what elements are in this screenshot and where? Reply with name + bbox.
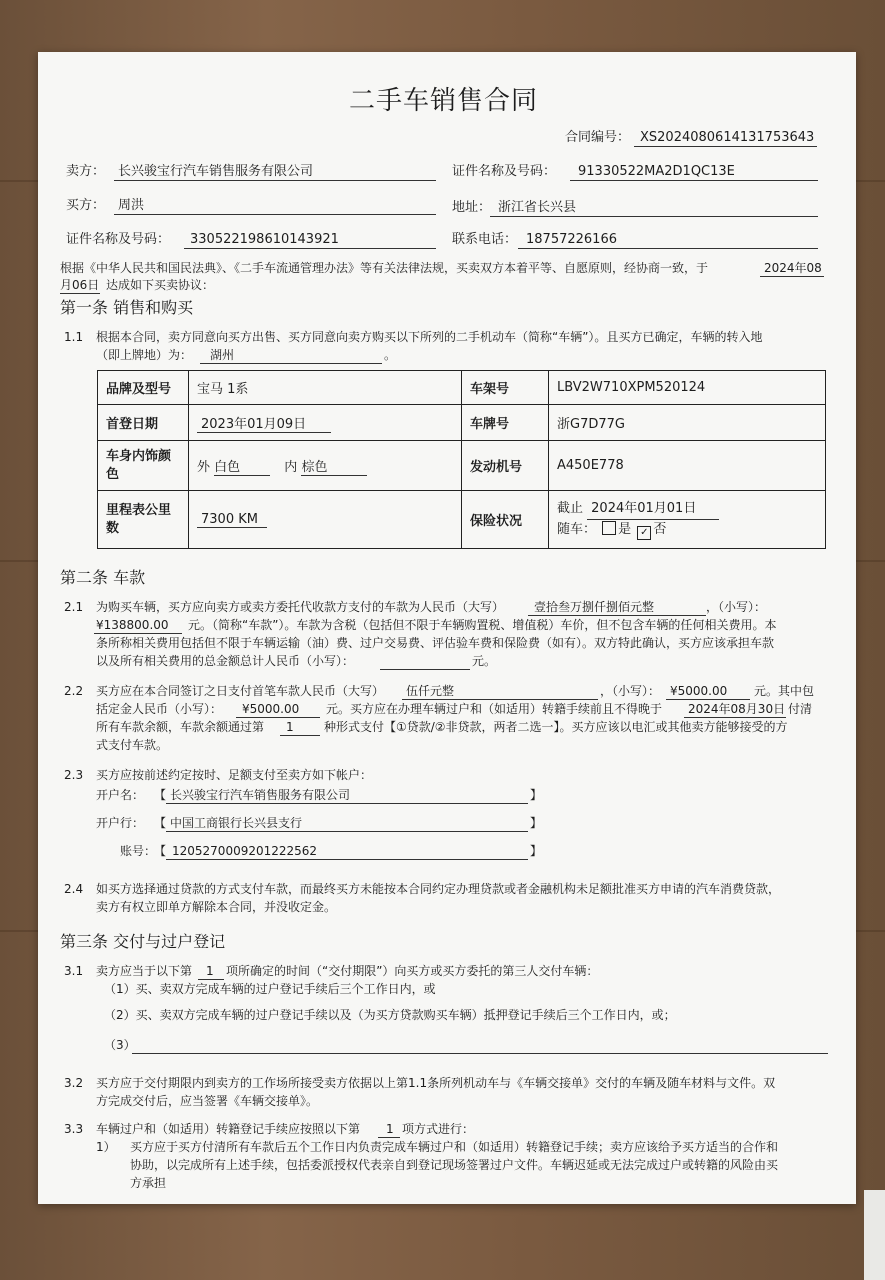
buyer-label: 买方： xyxy=(66,198,106,213)
buyer-underline xyxy=(114,214,436,215)
clause-3-3-1-number: 1） xyxy=(96,1140,116,1154)
payment-option: 1 xyxy=(286,720,294,734)
intro-date-underline1 xyxy=(760,276,824,277)
color-label: 车身内饰颜色 xyxy=(98,441,189,491)
transfer-city-underline xyxy=(200,363,382,364)
clause-3-2-a: 买方应于交付期限内到卖方的工作场所接受卖方依据以上第1.1条所列机动车与《车辆交接单》交付的车辆及随车材料与文件。双 xyxy=(96,1076,776,1090)
clause-2-2-c: 元。其中包 xyxy=(754,684,815,698)
buyer-phone-underline xyxy=(518,248,818,249)
ext-color-value: 白色 xyxy=(214,456,270,476)
seller-name: 长兴骏宝行汽车销售服务有限公司 xyxy=(118,164,314,179)
down-payment-words: 伍仟元整 xyxy=(406,684,455,698)
clause-3-3-1-b: 协助，以完成所有上述手续，包括委派授权代表亲自到登记现场签署过户文件。车辆迟延或无法完成过户或转籍的风险由买 xyxy=(130,1158,779,1172)
reg-date-cell xyxy=(189,405,462,441)
car-price-words: 壹拾叁万捌仟捌佰元整 xyxy=(534,600,655,614)
clause-2-3-number: 2.3 xyxy=(64,768,84,782)
seller-id-value: 91330522MA2D1QC13E xyxy=(578,164,735,179)
intro-text: 根据《中华人民共和国民法典》、《二手车流通管理办法》等有关法律法规，买卖双方本着平等、自愿原则，经协商一致，于 xyxy=(60,261,709,275)
insurance-prefix: 截止 xyxy=(557,501,584,516)
article-3-title: 第三条 交付与过户登记 xyxy=(60,932,226,951)
clause-2-3-text: 买方应按前述约定按时、足额支付至卖方如下帐户： xyxy=(96,768,373,782)
contract-page xyxy=(38,52,856,1204)
engine-label: 发动机号 xyxy=(462,441,549,491)
clause-3-3-1-a: 买方应于买方付清所有车款后五个工作日内负责完成车辆过户和（如适用）转籍登记手续；卖方应该给予买方适当的合作和 xyxy=(130,1140,779,1154)
bank-lbracket: 【 xyxy=(154,816,167,830)
bank-label: 开户行： xyxy=(96,816,145,830)
clause-1-1-number: 1.1 xyxy=(64,330,84,344)
clause-3-1-number: 3.1 xyxy=(64,964,84,978)
article-2-title: 第二条 车款 xyxy=(60,568,146,587)
vin-label: 车架号 xyxy=(462,371,549,405)
clause-1-1-text2: （即上牌地）为： xyxy=(96,348,193,362)
intro-date-underline2 xyxy=(60,293,100,294)
buyer-phone-label: 联系电话： xyxy=(452,232,518,247)
clause-2-2-h: 种形式支付【①贷款/②非贷款，两者二选一】。买方应该以电汇或其他卖方能够接受的方 xyxy=(324,720,788,734)
contract-no-value: XS2024080614131753643 xyxy=(640,130,815,145)
buyer-address-underline xyxy=(490,216,818,217)
seller-label: 卖方： xyxy=(66,164,106,179)
reg-date-label: 首登日期 xyxy=(98,405,189,441)
no-label: 否 xyxy=(653,522,667,537)
vehicle-info-table xyxy=(97,370,826,549)
clause-2-1-d: 条所称相关费用包括但不限于车辆运输（油）费、过户交易费、评估验车费和保险费（如有）。双方特此确认，买方应该承担车款 xyxy=(96,636,775,650)
reg-date-value: 2023年01月09日 xyxy=(197,413,331,433)
clause-3-2-b: 方完成交付后，应当签署《车辆交接单》。 xyxy=(96,1094,319,1108)
brand-value: 宝马 1系 xyxy=(189,371,462,405)
clause-1-1-end: 。 xyxy=(384,348,397,362)
delivery-option-1: （1）买、卖双方完成车辆的过户登记手续后三个工作日内，或 xyxy=(104,982,436,996)
buyer-address-value: 浙江省长兴县 xyxy=(498,200,577,215)
article-1-title: 第一条 销售和购买 xyxy=(60,298,194,317)
account-name-rbracket: 】 xyxy=(530,788,543,802)
transfer-option: 1 xyxy=(386,1122,394,1136)
mileage-cell xyxy=(189,491,462,549)
seller-underline xyxy=(114,180,436,181)
car-price-figures: ¥138800.00 xyxy=(96,618,169,632)
insurance-cell xyxy=(549,491,826,549)
clause-2-4-b: 卖方有权立即单方解除本合同，并没收定金。 xyxy=(96,900,337,914)
ext-color-prefix: 外 xyxy=(197,459,211,475)
clause-2-2-i: 式支付车款。 xyxy=(96,738,169,752)
clause-2-1-number: 2.1 xyxy=(64,600,84,614)
buyer-id-underline xyxy=(184,248,436,249)
account-no-underline xyxy=(166,859,528,860)
adjacent-page-edge xyxy=(864,1190,885,1280)
payment-option-underline xyxy=(280,735,320,736)
color-cell xyxy=(189,441,462,491)
bank-rbracket: 】 xyxy=(530,816,543,830)
clause-2-1-b: ，（小写）： xyxy=(706,600,767,614)
intro-date-part2: 月06日 xyxy=(60,278,100,292)
vin-value: LBV2W710XPM520124 xyxy=(549,371,826,405)
clause-2-1-a: 为购买车辆，买方应向卖方或卖方委托代收款方支付的车款为人民币（大写） xyxy=(96,600,505,614)
clause-3-1-b: 项所确定的时间（“交付期限”）向买方或买方委托的第三人交付车辆： xyxy=(226,964,599,978)
clause-2-2-number: 2.2 xyxy=(64,684,84,698)
brand-label: 品牌及型号 xyxy=(98,371,189,405)
mileage-value: 7300 KM xyxy=(197,512,267,528)
buyer-phone-value: 18757226166 xyxy=(526,232,617,247)
clause-3-3-a: 车辆过户和（如适用）转籍登记手续应按照以下第 xyxy=(96,1122,361,1136)
yes-label: 是 xyxy=(618,522,632,537)
insurance-follow-label: 随车： xyxy=(557,522,597,537)
clause-2-2-a: 买方应在本合同签订之日支付首笔车款人民币（大写） xyxy=(96,684,385,698)
account-no-rbracket: 】 xyxy=(530,844,543,858)
clause-1-1-text: 根据本合同，卖方同意向买方出售、买方同意向卖方购买以下所列的二手机动车（简称“车辆”）。且买方已确定，车辆的转入地 xyxy=(96,330,763,344)
mileage-label: 里程表公里数 xyxy=(98,491,189,549)
clause-2-4-number: 2.4 xyxy=(64,882,84,896)
balance-due-date: 2024年08月30日 xyxy=(688,702,786,716)
delivery-option-3: （3） xyxy=(104,1038,136,1052)
clause-2-4-a: 如买方选择通过贷款的方式支付车款，而最终买方未能按本合同约定办理贷款或者金融机构未足额批准买方申请的汽车消费贷款， xyxy=(96,882,781,896)
clause-3-2-number: 3.2 xyxy=(64,1076,84,1090)
buyer-name: 周洪 xyxy=(118,198,145,213)
clause-2-2-d: 括定金人民币（小写）： xyxy=(96,702,223,716)
insurance-label: 保险状况 xyxy=(462,491,549,549)
buyer-id-label: 证件名称及号码： xyxy=(66,232,171,247)
yes-checkbox[interactable] xyxy=(602,521,616,535)
delivery-option-3-blank xyxy=(132,1053,828,1054)
int-color-prefix: 内 xyxy=(284,459,298,475)
delivery-option-2: （2）买、卖双方完成车辆的过户登记手续以及（为买方贷款购买车辆）抵押登记手续后三个工作日内，或； xyxy=(104,1008,676,1022)
intro-date-part1: 2024年08 xyxy=(764,261,822,275)
engine-value: A450E778 xyxy=(549,441,826,491)
account-name-underline xyxy=(166,803,528,804)
account-no-value: 1205270009201222562 xyxy=(172,844,318,858)
bank-underline xyxy=(166,831,528,832)
no-checkbox-checked[interactable]: ✓ xyxy=(637,526,651,540)
account-no-lbracket: 【 xyxy=(154,844,167,858)
intro-after: 达成如下买卖协议： xyxy=(106,278,215,292)
clause-2-2-b: ，（小写）： xyxy=(600,684,661,698)
clause-2-1-e: 以及所有相关费用的总金额总计人民币（小写）： xyxy=(96,654,355,668)
contract-no-label: 合同编号： xyxy=(565,130,631,145)
buyer-id-value: 330522198610143921 xyxy=(190,232,339,247)
plate-value: 浙G7D77G xyxy=(549,405,826,441)
clause-2-1-f: 元。 xyxy=(472,654,497,668)
clause-3-3-b: 项方式进行： xyxy=(402,1122,475,1136)
down-payment-figures: ¥5000.00 xyxy=(670,684,728,698)
transfer-city: 湖州 xyxy=(210,348,235,362)
seller-id-underline xyxy=(570,180,818,181)
deposit-amount: ¥5000.00 xyxy=(242,702,300,716)
account-no-label: 账号： xyxy=(120,844,157,858)
plate-label: 车牌号 xyxy=(462,405,549,441)
account-name-label: 开户名： xyxy=(96,788,145,802)
account-name-lbracket: 【 xyxy=(154,788,167,802)
bank-value: 中国工商银行长兴县支行 xyxy=(170,816,303,830)
delivery-option: 1 xyxy=(206,964,214,978)
clause-3-1-a: 卖方应当于以下第 xyxy=(96,964,193,978)
contract-no-underline xyxy=(634,146,817,147)
int-color-value: 棕色 xyxy=(301,456,367,476)
buyer-address-label: 地址： xyxy=(452,200,492,215)
clause-2-1-c: 元。（简称“车款”）。车款为含税（包括但不限于车辆购置税、增值税）车价，但不包含车辆的任何相关费用。本 xyxy=(188,618,777,632)
clause-2-2-e: 元。买方应在办理车辆过户和（如适用）转籍手续前且不得晚于 xyxy=(326,702,663,716)
insurance-date: 2024年01月01日 xyxy=(587,499,719,520)
clause-2-2-f: 付清 xyxy=(788,702,813,716)
document-title: 二手车销售合同 xyxy=(349,86,539,116)
clause-3-3-1-c: 方承担 xyxy=(130,1176,167,1190)
seller-id-label: 证件名称及号码： xyxy=(452,164,557,179)
account-name-value: 长兴骏宝行汽车销售服务有限公司 xyxy=(170,788,351,802)
total-amount-blank xyxy=(380,669,470,670)
clause-2-2-g: 所有车款余额，车款余额通过第 xyxy=(96,720,265,734)
clause-3-3-number: 3.3 xyxy=(64,1122,84,1136)
